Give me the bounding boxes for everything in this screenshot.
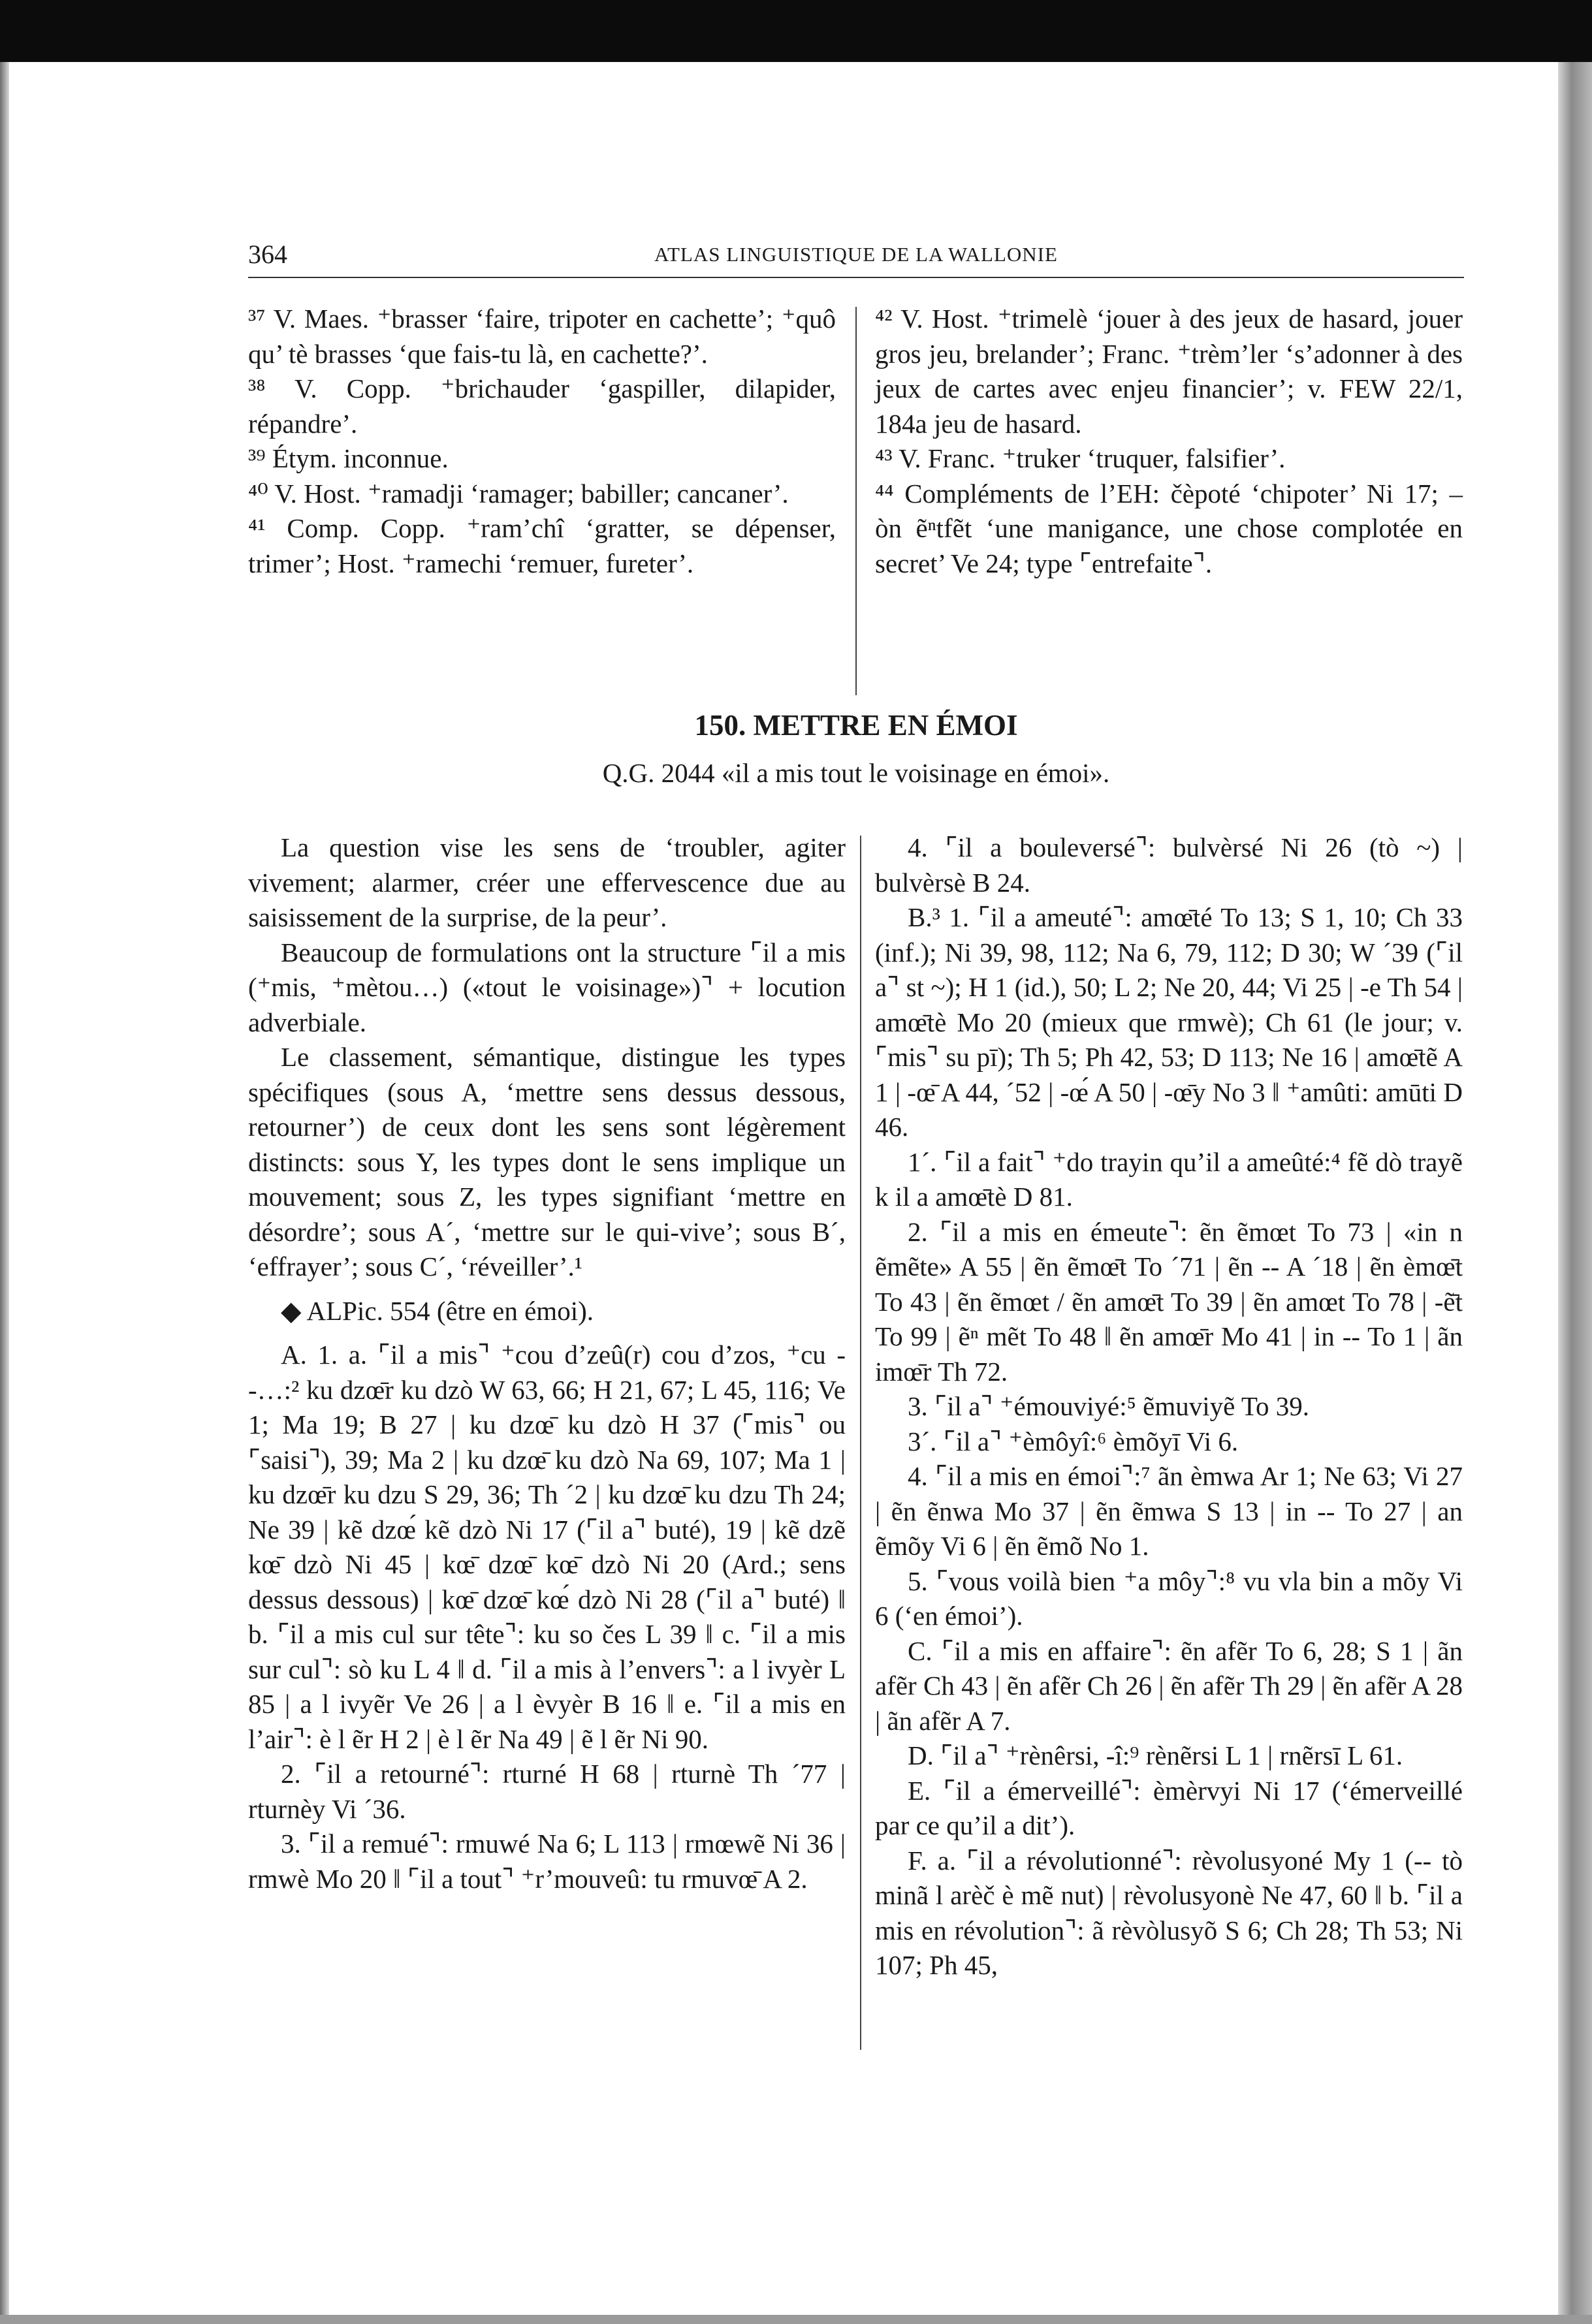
paragraph: 3. ⌜il a⌝ ⁺émouviyé:⁵ ẽmuviyẽ To 39. xyxy=(908,1391,1310,1421)
footnote-42: ⁴² V. Host. ⁺trimelè ‘jouer à des jeux de hasard, jouer gros jeu, brelander’; Franc. ⁺trèm’ler ‘s’adonner à des jeux de cartes avec enjeu financier’; v. FEW 22/1, 184a jeu de hasard. xyxy=(875,304,1463,439)
paragraph: 2. ⌜il a retourné⌝: rturné H 68 | rturnè Th ´77 | rturnèy Vi ´36. xyxy=(248,1759,846,1824)
paragraph: Beaucoup de formulations ont la structure ⌜il a mis (⁺mis, ⁺mètou…) («tout le voisinage»)⌝ + locution adverbiale. xyxy=(248,937,846,1037)
paragraph: 2. ⌜il a mis en émeute⌝: ẽn ẽmœt To 73 | «in n ẽmẽte» A 55 | ẽn ẽmœ̄t To ´71 | ẽn -- A ´18 | ẽn èmœ̄t To 43 | ẽn ẽmœt / ẽn amœ̄t To 39 | ẽn amœt To 78 | -ẽ̄t To 99 | ẽⁿ mẽt To 48 ‖ ẽn amœ̄r Mo 41 | in -- To 1 | ãn imœ̄r Th 72. xyxy=(875,1216,1463,1387)
paragraph: 5. ⌜vous voilà bien ⁺a môy⌝:⁸ vu vla bin a mõy Vi 6 (‘en émoi’). xyxy=(875,1565,1463,1631)
running-title: ATLAS LINGUISTIQUE DE LA WALLONIE xyxy=(654,243,1058,266)
page-number: 364 xyxy=(248,240,287,269)
scan-left-edge xyxy=(0,62,9,2324)
paragraph: 1´. ⌜il a fait⌝ ⁺do trayin qu’il a ameûté:⁴ fẽ dò trayẽ k il a amœ̄tè D 81. xyxy=(875,1146,1463,1212)
footnote-43: ⁴³ V. Franc. ⁺truker ‘truquer, falsifier’. xyxy=(875,443,1286,473)
footnote-39: ³⁹ Étym. inconnue. xyxy=(248,443,449,473)
footnote-37: ³⁷ V. Maes. ⁺brasser ‘faire, tripoter en cachette’; ⁺quô qu’ tè brasses ‘que fais-tu là, en cachette?’. xyxy=(248,304,836,369)
running-head xyxy=(248,235,1464,274)
paragraph: D. ⌜il a⌝ ⁺rènêrsi, -î:⁹ rènẽrsi L 1 | rnẽrsī L 61. xyxy=(908,1740,1403,1770)
footnotes-right-column xyxy=(875,302,1463,581)
paragraph: B.³ 1. ⌜il a ameuté⌝: amœ̄té To 13; S 1, 10; Ch 33 (inf.); Ni 39, 98, 112; Na 6, 79, 112; D 30; W ´39 (⌜il a⌝ st ~); H 1 (id.), 50; L 2; Ne 20, 44; Vi 25 | -e Th 54 | amœ̄tè Mo 20 (mieux que rmwè); Ch 61 (le jour; v. ⌜mis⌝ su pī); Th 5; Ph 42, 53; D 113; Ne 16 | amœ̄tẽ A 1 | -œ̄ A 44, ´52 | -œ́ A 50 | -œ̄y No 3 ‖ ⁺amûti: amūti D 46. xyxy=(875,902,1463,1142)
scan-right-edge xyxy=(1558,62,1592,2324)
scan-top-border xyxy=(0,0,1592,62)
footnotes-column-divider xyxy=(855,307,857,695)
scan-bottom-edge xyxy=(0,2315,1592,2324)
footnote-38: ³⁸ V. Copp. ⁺brichauder ‘gaspiller, dilapider, répandre’. xyxy=(248,373,836,439)
footnotes-left-column xyxy=(248,302,836,581)
footnote-44: ⁴⁴ Compléments de l’EH: čèpoté ‘chipoter’ Ni 17; – òn ẽⁿtfẽt ‘une manigance, une chose complotée en secret’ Ve 24; type ⌜entrefaite⌝. xyxy=(875,478,1463,578)
main-left-column xyxy=(248,830,846,1896)
main-right-column xyxy=(875,830,1463,1983)
footnote-40: ⁴⁰ V. Host. ⁺ramadji ‘ramager; babiller; cancaner’. xyxy=(248,478,789,509)
paragraph: F. a. ⌜il a révolutionné⌝: rèvolusyoné My 1 (-- tò minã l arèč è mẽ nut) | rèvolusyonè Ne 47, 60 ‖ b. ⌜il a mis en révolution⌝: ã rèvòlusyõ S 6; Ch 28; Th 53; Ni 107; Ph 45, xyxy=(875,1845,1463,1980)
paragraph: 3´. ⌜il a⌝ ⁺èmôyî:⁶ èmõyī Vi 6. xyxy=(908,1426,1239,1456)
paragraph: E. ⌜il a émerveillé⌝: èmèrvyi Ni 17 (‘émerveillé par ce qu’il a dit’). xyxy=(875,1775,1463,1840)
paragraph: ◆ ALPic. 554 (être en émoi). xyxy=(281,1295,594,1326)
section-question: Q.G. 2044 «il a mis tout le voisinage en émoi». xyxy=(602,758,1110,788)
paragraph: La question vise les sens de ‘troubler, agiter vivement; alarmer, créer une effervescence due au saisissement de la surprise, de la peur’. xyxy=(248,832,846,932)
header-rule xyxy=(248,277,1464,278)
paragraph: C. ⌜il a mis en affaire⌝: ẽn afẽr To 6, 28; S 1 | ãn afẽr Ch 43 | ẽn afẽr Ch 26 | ẽn afẽr Th 29 | ẽn afẽr A 28 | ãn afẽr A 7. xyxy=(875,1635,1463,1736)
paragraph: Le classement, sémantique, distingue les types spécifiques (sous A, ‘mettre sens dessus dessous, retourner’) de ceux dont les sens sont légèrement distincts: sous Y, les types dont le sens implique un mouvement; sous Z, les types signifiant ‘mettre en désordre’; sous A´, ‘mettre sur le qui-vive’; sous B´, ‘effrayer’; sous C´, ‘réveiller’.¹ xyxy=(248,1042,846,1281)
main-column-divider xyxy=(860,836,861,2050)
footnote-41: ⁴¹ Comp. Copp. ⁺ram’chî ‘gratter, se dépenser, trimer’; Host. ⁺ramechi ‘remuer, fureter’. xyxy=(248,513,836,578)
paragraph: 4. ⌜il a bouleversé⌝: bulvèrsé Ni 26 (tò ~) | bulvèrsè B 24. xyxy=(875,832,1463,898)
paragraph: 3. ⌜il a remué⌝: rmuwé Na 6; L 113 | rmœwẽ Ni 36 | rmwè Mo 20 ‖ ⌜il a tout⌝ ⁺r’mouveû: tu rmuvœ̄ A 2. xyxy=(248,1829,846,1894)
section-heading: 150. METTRE EN ÉMOI xyxy=(694,709,1018,742)
paragraph: 4. ⌜il a mis en émoi⌝:⁷ ãn èmwa Ar 1; Ne 63; Vi 27 | ẽn ẽnwa Mo 37 | ẽn ẽmwa S 13 | in -- To 27 | an ẽmõy Vi 6 | ẽn ẽmõ No 1. xyxy=(875,1461,1463,1561)
paragraph: A. 1. a. ⌜il a mis⌝ ⁺cou d’zeû(r) cou d’zos, ⁺cu --…:² ku dzœ̄r ku dzò W 63, 66; H 21, 67; L 45, 116; Ve 1; Ma 19; B 27 | ku dzœ̄ ku dzò H 37 (⌜mis⌝ ou ⌜saisi⌝), 39; Ma 2 | ku dzœ̄ ku dzò Na 69, 107; Ma 1 | ku dzœ̄r ku dzu S 29, 36; Th ´2 | ku dzœ̄ ku dzu Th 24; Ne 39 | kẽ dzœ́ kẽ dzò Ni 17 (⌜il a⌝ buté), 19 | kẽ dzẽ kœ̄ dzò Ni 45 | kœ̄ dzœ̄ kœ̄ dzò Ni 20 (Ard.; sens dessus dessous) | kœ̄ dzœ̄ kœ́ dzò Ni 28 (⌜il a⌝ buté) ‖ b. ⌜il a mis cul sur tête⌝: ku so čes L 39 ‖ c. ⌜il a mis sur cul⌝: sò ku L 4 ‖ d. ⌜il a mis à l’envers⌝: a l ivyèr L 85 | a l ivyẽr Ve 26 | a l èvyèr B 16 ‖ e. ⌜il a mis en l’air⌝: è l ẽr H 2 | è l ẽr Na 49 | ẽ l ẽr Ni 90. xyxy=(248,1340,846,1754)
